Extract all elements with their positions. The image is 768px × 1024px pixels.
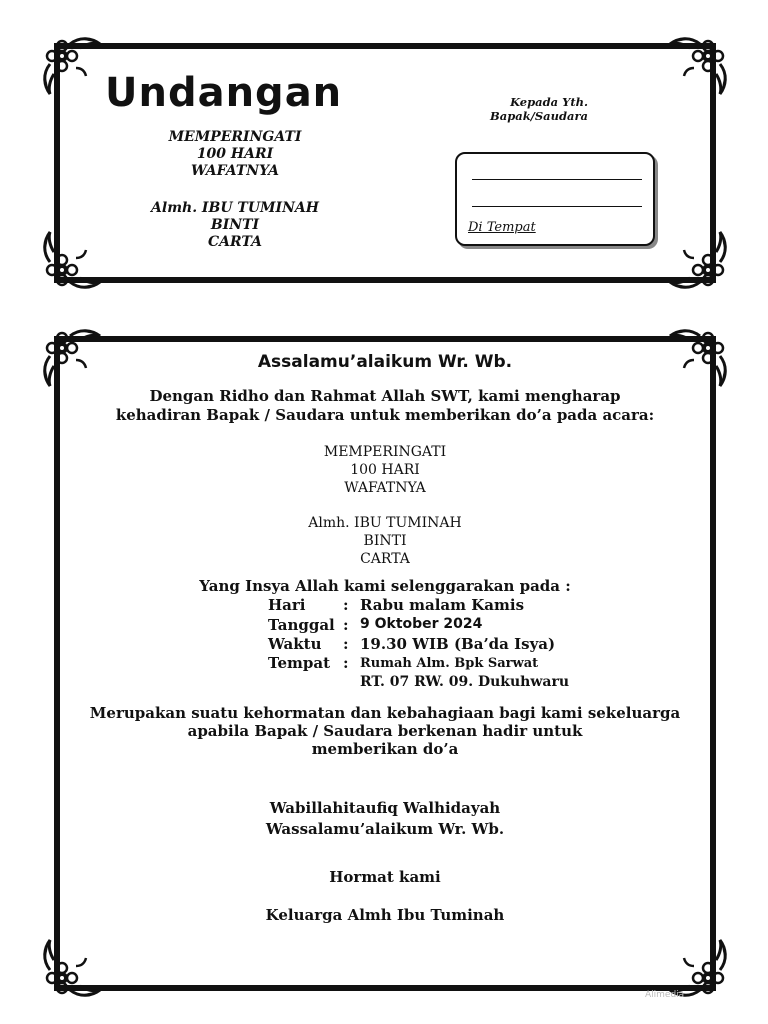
greeting: Assalamu’alaikum Wr. Wb.	[257, 352, 513, 372]
address-line	[472, 179, 642, 180]
schedule-separator: :	[343, 596, 349, 614]
farewell-text: Wabillahitaufiq Walhidayah Wassalamu’alaikum Wr. Wb.	[265, 799, 505, 838]
ornament-icon	[40, 222, 110, 292]
letter-deceased: Almh. IBU TUMINAH BINTI CARTA	[308, 515, 462, 567]
cover-occasion: MEMPERINGATI 100 HARI WAFATNYA	[168, 129, 302, 179]
invitation-title: Undangan	[105, 70, 343, 116]
cover-deceased: Almh. IBU TUMINAH BINTI CARTA	[151, 200, 319, 250]
recipient-heading: Kepada Yth. Bapak/Saudara	[490, 95, 588, 123]
closing-text: Merupakan suatu kehormatan dan kebahagiaan bagi kami sekeluarga apabila Bapak / Saudara berkenan hadir untuk memberikan do’a	[89, 704, 681, 758]
schedule-label: Tempat	[268, 654, 330, 672]
address-continuation: RT. 07 RW. 09. Dukuhwaru	[360, 674, 570, 690]
schedule-value: 9 Oktober 2024	[360, 616, 483, 632]
watermark: Alimedia	[645, 990, 685, 1000]
schedule-label: Waktu	[268, 635, 322, 653]
regards-text: Hormat kami	[329, 868, 441, 886]
ornament-icon	[660, 34, 730, 104]
address-line	[472, 206, 642, 207]
intro-text: Dengan Ridho dan Rahmat Allah SWT, kami mengharap kehadiran Bapak / Saudara untuk memberikan do’a pada acara:	[115, 387, 655, 424]
schedule-separator: :	[343, 635, 349, 653]
ornament-icon	[660, 222, 730, 292]
signature-text: Keluarga Almh Ibu Tuminah	[265, 906, 505, 924]
place-label: Di Tempat	[468, 220, 536, 235]
schedule-value: Rabu malam Kamis	[360, 596, 525, 614]
schedule-value: Rumah Alm. Bpk Sarwat	[360, 656, 539, 671]
schedule-label: Tanggal	[268, 616, 335, 634]
address-box	[455, 152, 655, 246]
ornament-icon	[40, 930, 110, 1000]
schedule-intro: Yang Insya Allah kami selenggarakan pada :	[199, 577, 571, 595]
ornament-icon	[40, 34, 110, 104]
schedule-separator: :	[343, 616, 349, 634]
letter-occasion: MEMPERINGATI 100 HARI WAFATNYA	[323, 444, 447, 496]
schedule-separator: :	[343, 654, 349, 672]
schedule-label: Hari	[268, 596, 306, 614]
schedule-value: 19.30 WIB (Ba’da Isya)	[360, 635, 556, 653]
